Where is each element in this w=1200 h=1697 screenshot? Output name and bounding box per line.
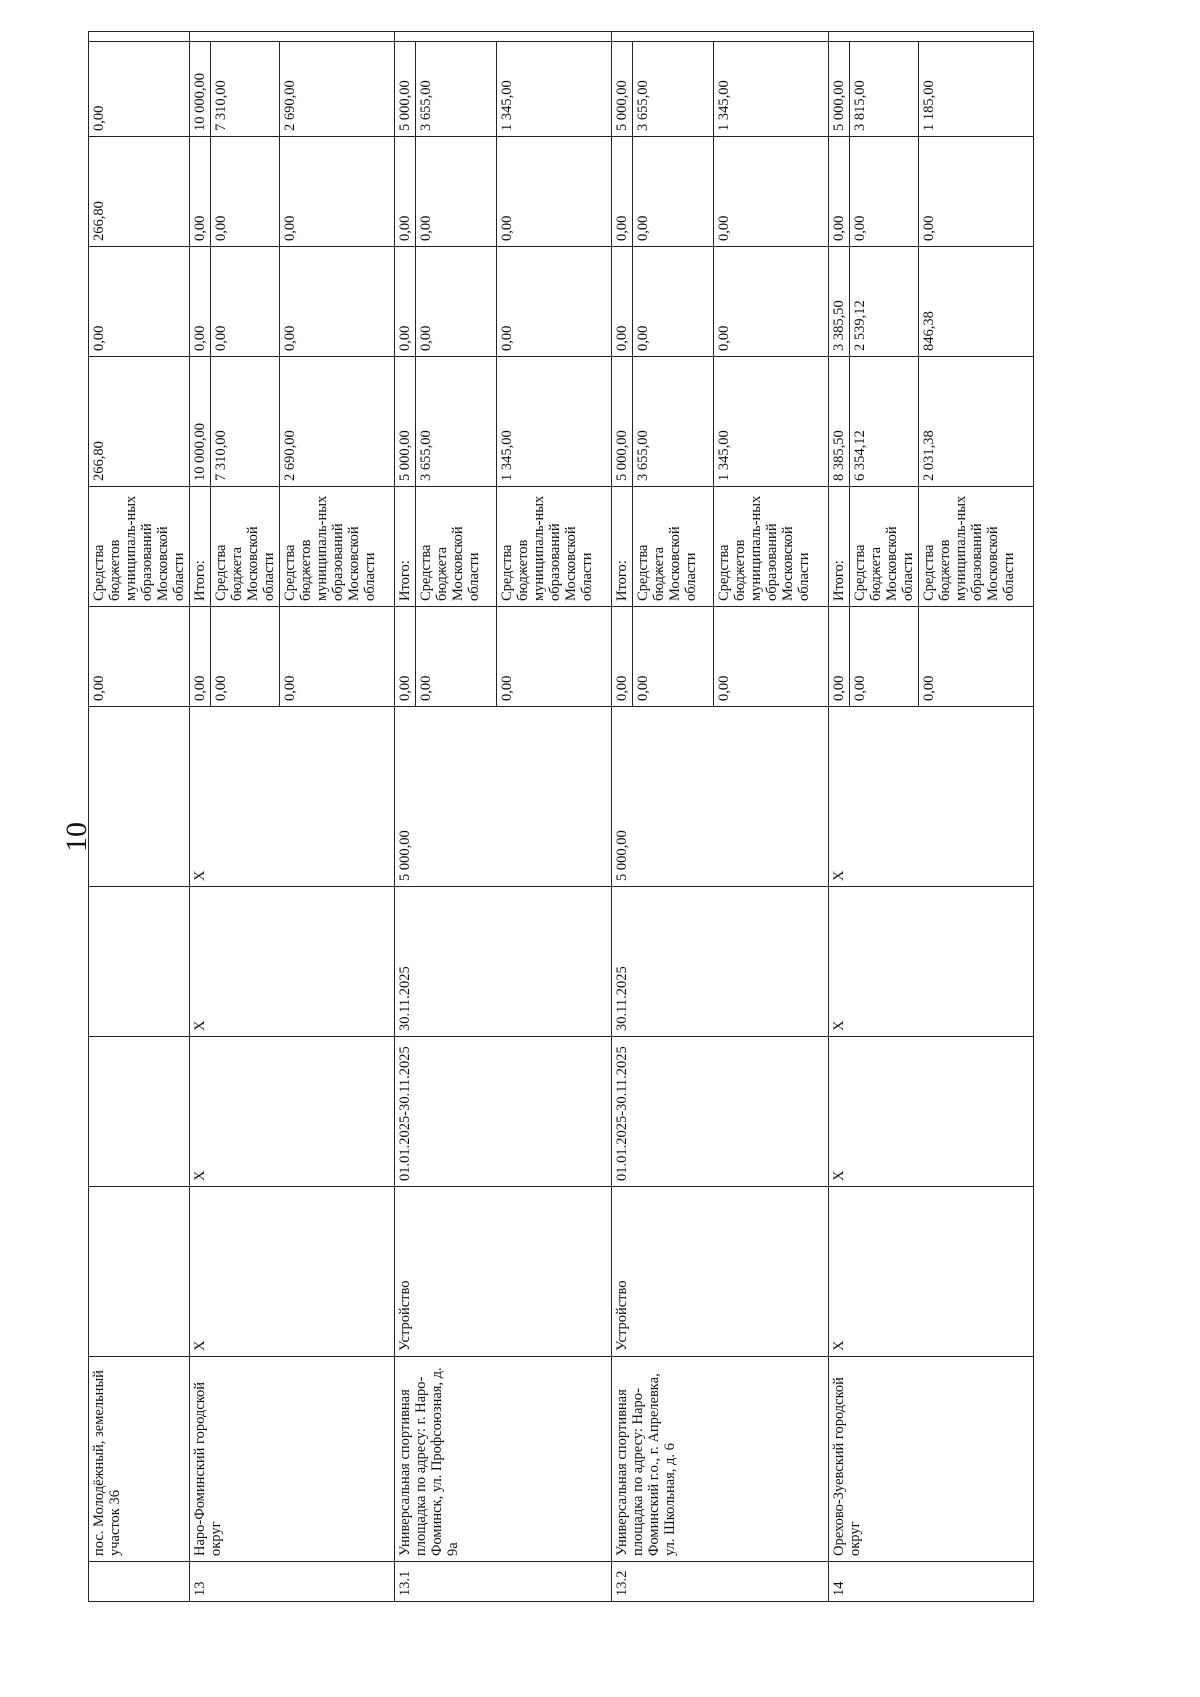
prev-funding: 0,00: [497, 607, 612, 707]
table-row: [612, 32, 633, 1602]
funding-source: Средства бюджетов муниципаль-ных образований Московской области: [89, 487, 190, 607]
value-2025: 5 000,00: [612, 42, 633, 137]
page-number: 10: [60, 822, 93, 852]
amount: 5 000,00: [395, 707, 612, 887]
value-2024: 0,00: [395, 137, 416, 247]
value-2024: 0,00: [416, 137, 497, 247]
total-value: 2 031,38: [919, 357, 1034, 487]
work-type: [89, 1187, 190, 1357]
prev-funding: 0,00: [633, 607, 714, 707]
value-2025: 10 000,00: [190, 42, 211, 137]
value-2025: 2 690,00: [280, 42, 395, 137]
prev-funding: 0,00: [714, 607, 829, 707]
prev-funding: 0,00: [416, 607, 497, 707]
work-type: Устройство: [395, 1187, 612, 1357]
value-2024: 0,00: [829, 137, 850, 247]
funding-source: Средства бюджета Московской области: [850, 487, 919, 607]
completion-date: X: [190, 887, 395, 1037]
period: 01.01.2025-30.11.2025: [395, 1037, 612, 1187]
value-2023: 0,00: [612, 247, 633, 357]
value-2024: 0,00: [190, 137, 211, 247]
funding-source: Средства бюджетов муниципаль-ных образований Московской области: [280, 487, 395, 607]
value-2023: 0,00: [190, 247, 211, 357]
value-2023: 2 539,12: [850, 247, 919, 357]
period: X: [829, 1037, 1034, 1187]
completion-date: 30.11.2025: [395, 887, 612, 1037]
value-2024: 0,00: [714, 137, 829, 247]
funding-source: Итого:: [190, 487, 211, 607]
value-2025: 3 655,00: [633, 42, 714, 137]
table-row: [89, 32, 190, 1602]
value-2025: 0,00: [89, 42, 190, 137]
row-number: 13: [190, 1562, 395, 1602]
value-2025: 7 310,00: [211, 42, 280, 137]
rotated-table-wrapper: [88, 32, 1138, 1602]
prev-funding: 0,00: [211, 607, 280, 707]
work-type: X: [829, 1187, 1034, 1357]
value-2023: 0,00: [416, 247, 497, 357]
funding-source: Средства бюджетов муниципаль-ных образований Московской области: [919, 487, 1034, 607]
value-2023: 3 385,50: [829, 247, 850, 357]
blank-cell: [612, 32, 829, 42]
period: X: [190, 1037, 395, 1187]
funding-source: Итого:: [395, 487, 416, 607]
funding-source: Средства бюджета Московской области: [633, 487, 714, 607]
completion-date: 30.11.2025: [612, 887, 829, 1037]
work-type: Устройство: [612, 1187, 829, 1357]
total-value: 6 354,12: [850, 357, 919, 487]
total-value: 7 310,00: [211, 357, 280, 487]
value-2023: 846,38: [919, 247, 1034, 357]
total-value: 3 655,00: [416, 357, 497, 487]
row-number: [89, 1562, 190, 1602]
prev-funding: 0,00: [612, 607, 633, 707]
table-row: [395, 32, 416, 1602]
total-value: 5 000,00: [612, 357, 633, 487]
value-2025: 3 655,00: [416, 42, 497, 137]
value-2025: 1 345,00: [497, 42, 612, 137]
funding-source: Средства бюджета Московской области: [211, 487, 280, 607]
row-number: 13.2: [612, 1562, 829, 1602]
row-number: 13.1: [395, 1562, 612, 1602]
amount: X: [190, 707, 395, 887]
prev-funding: 0,00: [829, 607, 850, 707]
funding-source: Средства бюджетов муниципаль-ных образований Московской области: [497, 487, 612, 607]
value-2023: 0,00: [211, 247, 280, 357]
prev-funding: 0,00: [395, 607, 416, 707]
work-type: X: [190, 1187, 395, 1357]
object-name: Универсальная спортивная площадка по адресу: Наро-Фоминский г.о., г. Апрелевка, ул. Школьная, д. 6: [612, 1357, 829, 1562]
prev-funding: 0,00: [280, 607, 395, 707]
value-2023: 0,00: [633, 247, 714, 357]
total-value: 266,80: [89, 357, 190, 487]
value-2025: 1 345,00: [714, 42, 829, 137]
total-value: 2 690,00: [280, 357, 395, 487]
period: 01.01.2025-30.11.2025: [612, 1037, 829, 1187]
value-2024: 0,00: [850, 137, 919, 247]
blank-cell: [395, 32, 612, 42]
total-value: 1 345,00: [714, 357, 829, 487]
prev-funding: 0,00: [850, 607, 919, 707]
object-name: Орехово-Зуевский городской округ: [829, 1357, 1034, 1562]
table-row: [829, 32, 850, 1602]
value-2023: 0,00: [714, 247, 829, 357]
value-2023: 0,00: [497, 247, 612, 357]
funding-source: Средства бюджетов муниципаль-ных образований Московской области: [714, 487, 829, 607]
value-2024: 266,80: [89, 137, 190, 247]
blank-cell: [89, 32, 190, 42]
total-value: 3 655,00: [633, 357, 714, 487]
budget-table: [88, 31, 1034, 1602]
value-2023: 0,00: [395, 247, 416, 357]
funding-source: Итого:: [829, 487, 850, 607]
funding-source: Итого:: [612, 487, 633, 607]
value-2023: 0,00: [280, 247, 395, 357]
object-name: Универсальная спортивная площадка по адресу: г. Наро-Фоминск, ул. Профсоюзная, д. 9а: [395, 1357, 612, 1562]
blank-cell: [829, 32, 1034, 42]
amount: [89, 707, 190, 887]
value-2023: 0,00: [89, 247, 190, 357]
total-value: 10 000,00: [190, 357, 211, 487]
total-value: 1 345,00: [497, 357, 612, 487]
value-2024: 0,00: [211, 137, 280, 247]
completion-date: X: [829, 887, 1034, 1037]
period: [89, 1037, 190, 1187]
prev-funding: 0,00: [919, 607, 1034, 707]
value-2024: 0,00: [919, 137, 1034, 247]
value-2024: 0,00: [612, 137, 633, 247]
amount: 5 000,00: [612, 707, 829, 887]
value-2025: 5 000,00: [395, 42, 416, 137]
total-value: 8 385,50: [829, 357, 850, 487]
value-2025: 1 185,00: [919, 42, 1034, 137]
value-2024: 0,00: [497, 137, 612, 247]
object-name: пос. Молодёжный, земельный участок 36: [89, 1357, 190, 1562]
value-2025: 5 000,00: [829, 42, 850, 137]
value-2024: 0,00: [633, 137, 714, 247]
table-row: [190, 32, 211, 1602]
blank-cell: [190, 32, 395, 42]
completion-date: [89, 887, 190, 1037]
amount: X: [829, 707, 1034, 887]
value-2024: 0,00: [280, 137, 395, 247]
object-name: Наро-Фоминский городской округ: [190, 1357, 395, 1562]
value-2025: 3 815,00: [850, 42, 919, 137]
funding-source: Средства бюджета Московской области: [416, 487, 497, 607]
prev-funding: 0,00: [190, 607, 211, 707]
prev-funding: 0,00: [89, 607, 190, 707]
total-value: 5 000,00: [395, 357, 416, 487]
row-number: 14: [829, 1562, 1034, 1602]
